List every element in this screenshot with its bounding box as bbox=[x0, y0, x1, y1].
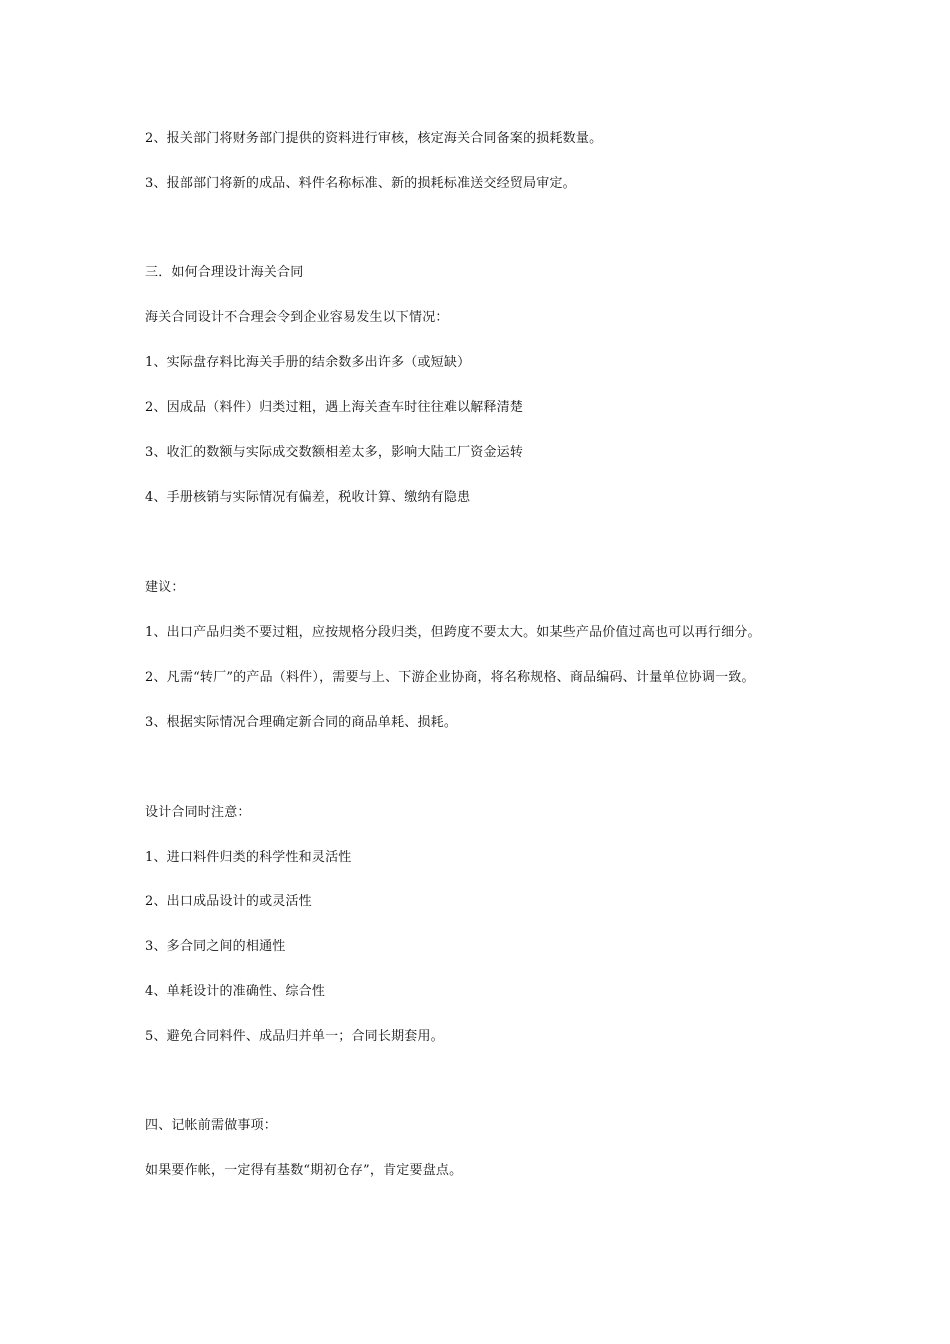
list-item: 5、避免合同料件、成品归并单一；合同长期套用。 bbox=[145, 1029, 444, 1044]
paragraph-line: 3、报部部门将新的成品、料件名称标准、新的损耗标准送交经贸局审定。 bbox=[145, 176, 576, 191]
section-heading: 四、记帐前需做事项： bbox=[145, 1118, 278, 1133]
list-item: 3、根据实际情况合理确定新合同的商品单耗、损耗。 bbox=[145, 715, 458, 730]
list-item: 1、进口料件归类的科学性和灵活性 bbox=[145, 850, 352, 865]
paragraph-line: 2、报关部门将财务部门提供的资料进行审核，核定海关合同备案的损耗数量。 bbox=[145, 131, 603, 146]
list-item: 4、单耗设计的准确性、综合性 bbox=[145, 984, 326, 999]
paragraph-line: 如果要作帐，一定得有基数“期初仓存”，肯定要盘点。 bbox=[145, 1163, 463, 1178]
list-item: 3、多合同之间的相通性 bbox=[145, 939, 286, 954]
list-item: 2、出口成品设计的或灵活性 bbox=[145, 894, 312, 909]
list-item: 2、凡需“转厂”的产品（料件），需要与上、下游企业协商，将名称规格、商品编码、计量单位协调一致。 bbox=[145, 670, 755, 685]
paragraph-line: 海关合同设计不合理会令到企业容易发生以下情况： bbox=[145, 310, 449, 325]
section-heading: 三．如何合理设计海关合同 bbox=[145, 265, 304, 280]
subheading: 建议： bbox=[145, 580, 185, 595]
list-item: 3、收汇的数额与实际成交数额相差太多，影响大陆工厂资金运转 bbox=[145, 445, 524, 460]
list-item: 2、因成品（料件）归类过粗，遇上海关查车时往往难以解释清楚 bbox=[145, 400, 524, 415]
subheading: 设计合同时注意： bbox=[145, 805, 251, 820]
list-item: 1、实际盘存料比海关手册的结余数多出许多（或短缺） bbox=[145, 355, 471, 370]
list-item: 4、手册核销与实际情况有偏差，税收计算、缴纳有隐患 bbox=[145, 490, 471, 505]
list-item: 1、出口产品归类不要过粗，应按规格分段归类，但跨度不要太大。如某些产品价值过高也可以再行细分。 bbox=[145, 625, 761, 640]
